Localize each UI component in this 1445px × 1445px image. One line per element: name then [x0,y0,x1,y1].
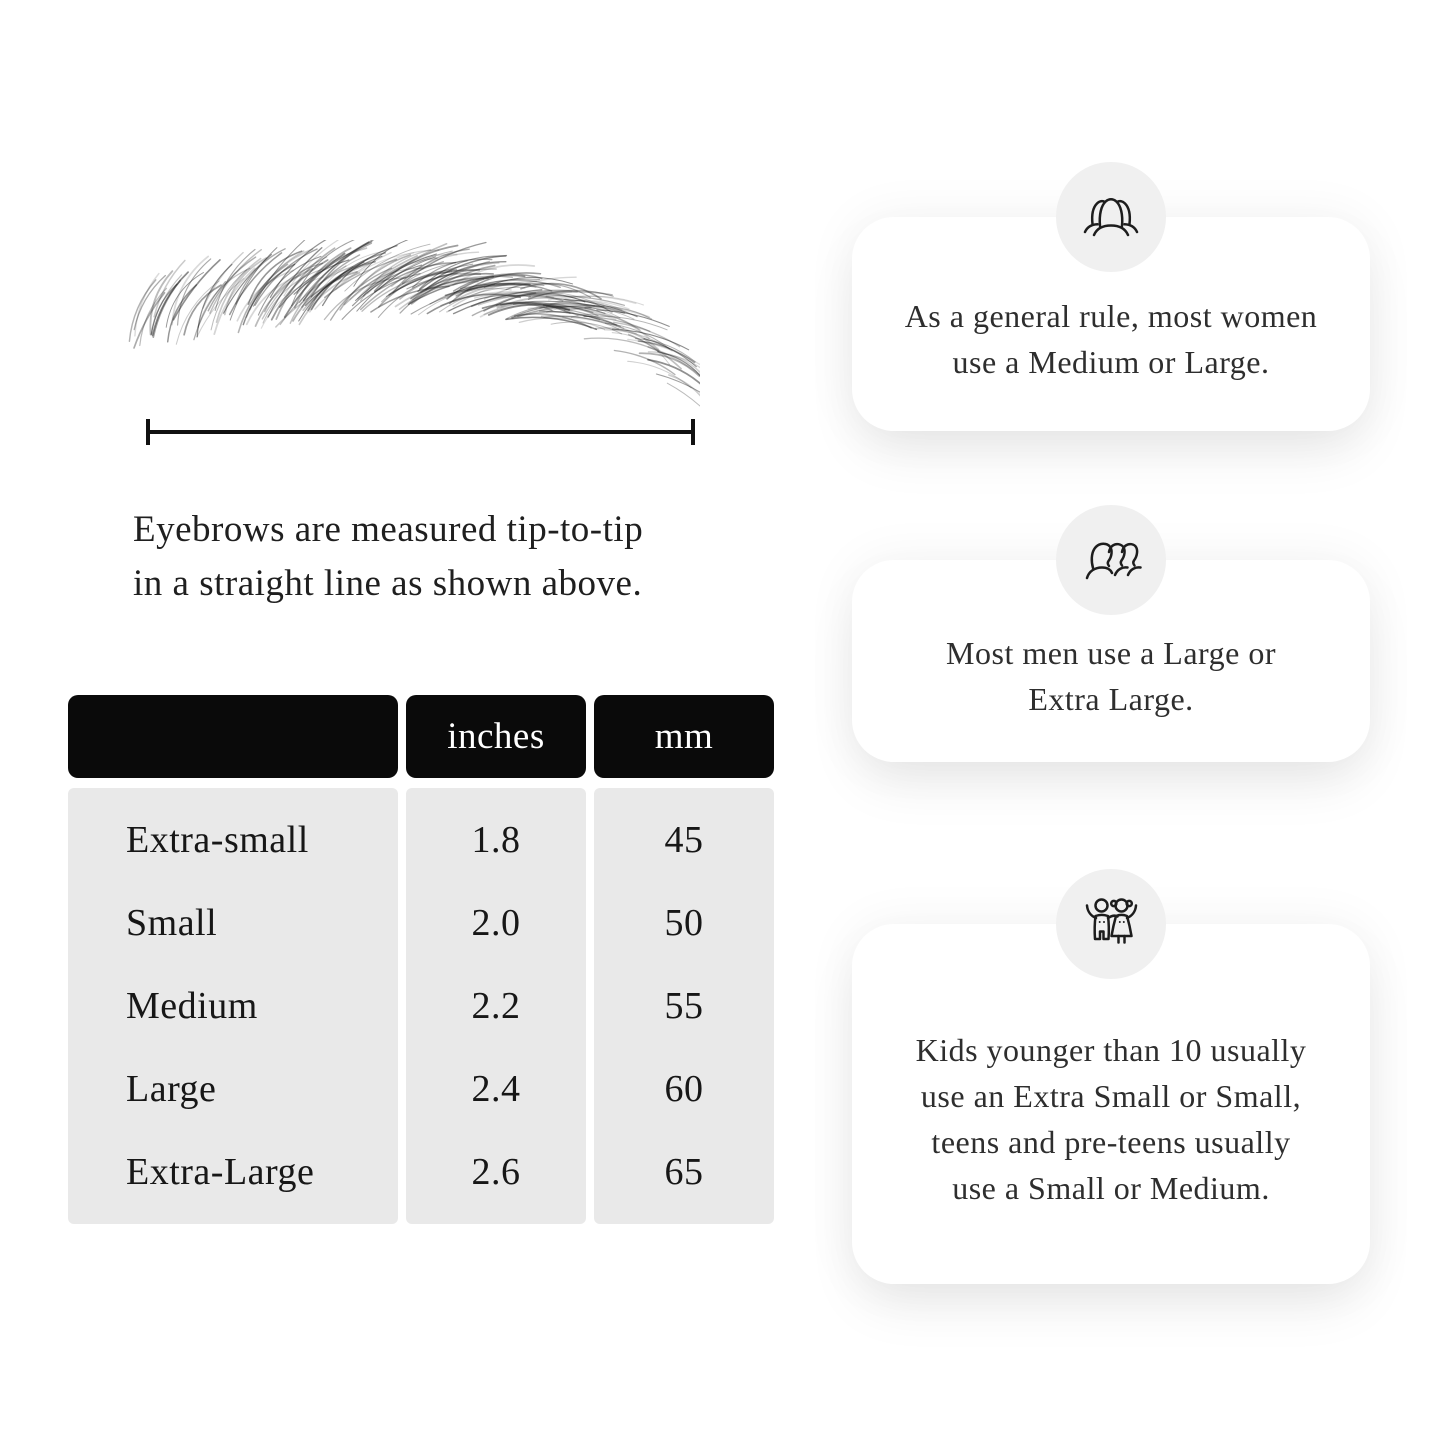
header-inches-cell: inches [406,695,586,778]
men-group-icon-circle [1056,505,1166,615]
children-group-icon-circle [1056,869,1166,979]
measurement-caption [133,503,643,611]
children-group-icon [1079,892,1143,956]
table-row-name: Large [126,1068,217,1111]
caption-line-2: in a straight line as shown above. [133,563,643,604]
caption-line-1: Eyebrows are measured tip-to-tip [133,509,644,550]
measurement-line-right-cap [691,419,695,445]
size-table-header [68,695,774,778]
measurement-line [146,419,695,445]
women-group-icon-circle [1056,162,1166,272]
table-row-mm: 50 [664,901,704,944]
table-row-inches: 1.8 [471,818,521,861]
women-group-icon [1079,185,1143,249]
header-size-cell [68,695,398,778]
mm-column [594,788,774,1224]
table-row-name: Extra-Large [126,1151,315,1194]
size-table-body [68,788,774,1224]
info-card-men-text: Most men use a Large or Extra Large. [946,635,1276,717]
eyebrow-hairs [115,240,700,410]
table-row-mm: 45 [664,818,704,861]
table-row-name: Extra-small [126,818,309,861]
table-row-mm: 55 [664,985,704,1027]
eyebrow-illustration [115,240,700,410]
info-card-kids-text: Kids younger than 10 usually use an Extra Small or Small, teens and pre-teens usually use a Small or Medium. [915,1032,1307,1206]
table-row-inches: 2.4 [471,1068,521,1111]
table-row-mm: 65 [664,1151,704,1194]
measurement-line-bar [146,430,695,434]
size-table [68,695,774,1224]
table-row-mm: 60 [664,1068,704,1111]
table-row-name: Small [126,901,218,944]
table-row-name: Medium [126,985,258,1027]
table-row-inches: 2.0 [471,901,521,944]
info-card-women-text: As a general rule, most women use a Medium or Large. [904,298,1318,380]
table-row-inches: 2.6 [471,1151,521,1194]
table-row-inches: 2.2 [471,985,521,1027]
header-mm-cell: mm [594,695,774,778]
men-group-icon [1079,528,1143,592]
size-name-column [68,788,398,1224]
inches-column [406,788,586,1224]
